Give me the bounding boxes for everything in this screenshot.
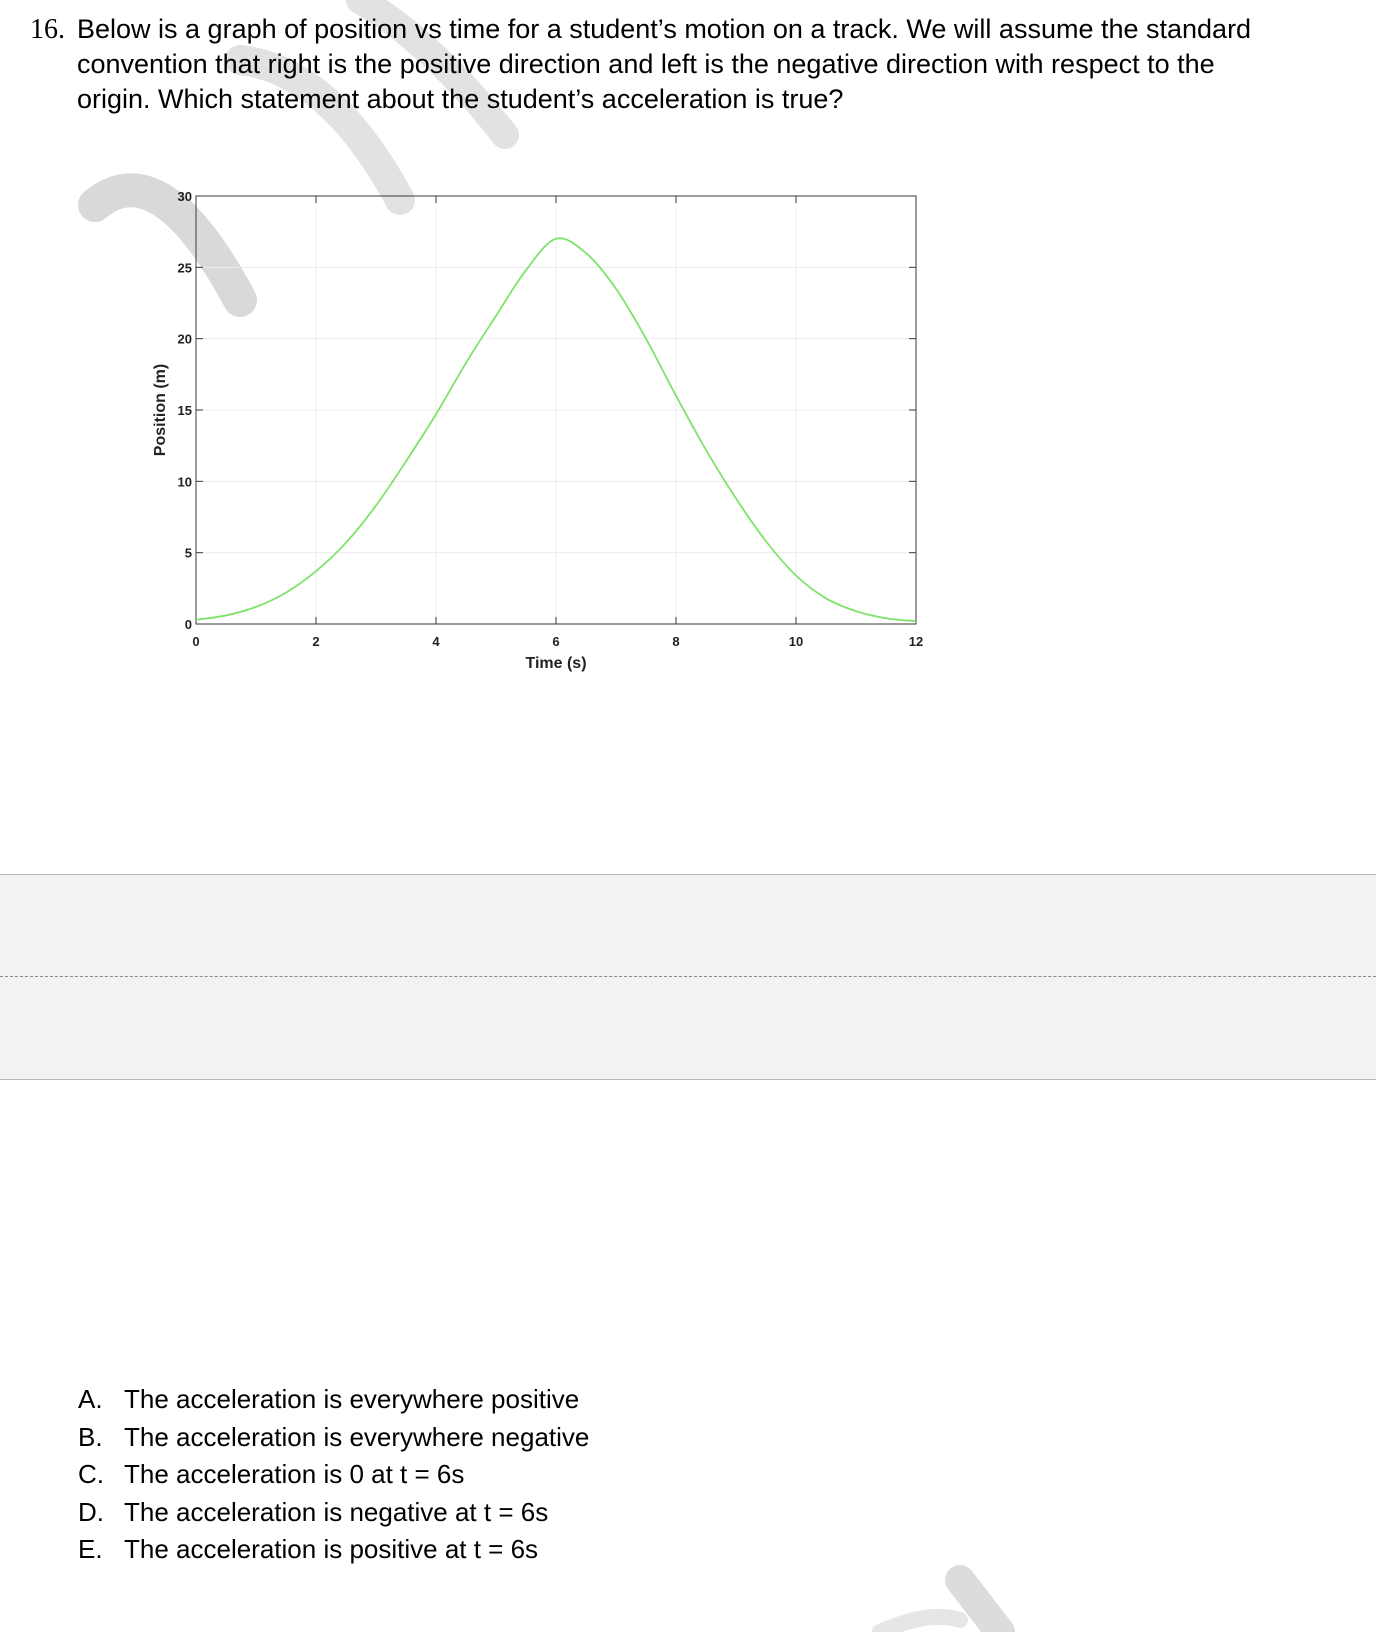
chart-svg [140,182,930,682]
choice-letter: B. [78,1421,103,1452]
x-tick-label: 8 [672,634,680,649]
answer-divider [0,976,1376,977]
y-tick-label: 0 [184,617,192,632]
choice-letter: D. [78,1496,104,1527]
y-tick-label: 10 [177,474,192,490]
y-tick-label: 5 [184,545,192,561]
x-axis-title: Time (s) [525,655,587,672]
x-tick-label: 6 [552,634,560,649]
choice-letter: A. [78,1384,103,1414]
question-text: Below is a graph of position vs time for a student’s motion on a track. We will assume the standard convention that right is the positive direction and left is the negative direction with respect to the origin. Which statement about the student’s acceleration is true? [77,14,1252,114]
y-axis-title: Position (m) [152,363,169,457]
x-tick-label: 0 [192,634,200,649]
choice-text: The acceleration is 0 at t = 6s [124,1459,465,1489]
choice-a[interactable] [78,1381,589,1419]
choice-letter: E. [78,1534,103,1564]
choice-b[interactable] [78,1419,589,1457]
choice-text: The acceleration is everywhere positive [124,1384,580,1414]
choice-text: The acceleration is negative at t = 6s [124,1496,549,1527]
x-tick-label: 2 [312,634,320,649]
answer-choices [78,1381,589,1569]
choice-letter: C. [78,1459,104,1489]
choice-text: The acceleration is positive at t = 6s [124,1534,539,1564]
answer-area[interactable] [0,874,1376,1080]
y-tick-label: 15 [177,403,192,418]
x-tick-label: 4 [432,634,440,649]
choice-text: The acceleration is everywhere negative [124,1421,590,1452]
position-time-chart [140,182,930,682]
choice-d[interactable] [78,1494,589,1532]
x-tick-label: 10 [788,634,804,649]
choice-c[interactable] [78,1456,589,1494]
x-tick-label: 12 [908,634,924,649]
y-tick-label: 30 [177,189,192,204]
y-tick-label: 20 [177,331,192,347]
y-tick-label: 25 [177,260,192,276]
question-number: 16. [30,14,65,45]
choice-e[interactable] [78,1531,589,1569]
